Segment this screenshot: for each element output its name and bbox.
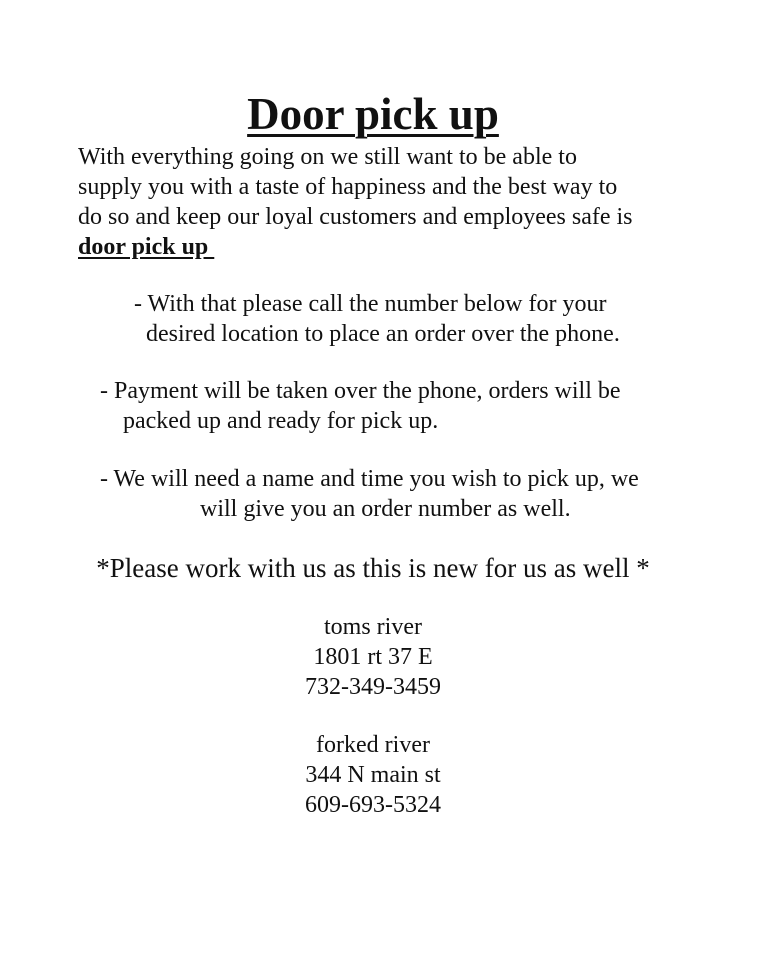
page-title: Door pick up (247, 89, 499, 139)
instruction-line: desired location to place an order over the phone. (146, 321, 620, 347)
location-name: toms river (324, 614, 422, 640)
instruction-line: packed up and ready for pick up. (123, 408, 439, 434)
instruction-line: - With that please call the number below for your (134, 291, 607, 317)
instruction-payment (100, 376, 621, 436)
location-forked-river (0, 730, 746, 820)
location-address: 1801 rt 37 E (313, 644, 433, 670)
location-name: forked river (316, 732, 430, 758)
door-pick-up-emphasis: door pick up (78, 234, 215, 260)
instruction-line: - We will need a name and time you wish to pick up, we (100, 466, 639, 492)
location-toms-river (0, 612, 746, 702)
instruction-line: - Payment will be taken over the phone, orders will be (100, 378, 621, 404)
location-address: 344 N main st (305, 762, 441, 788)
intro-line: With everything going on we still want to be able to (78, 144, 577, 170)
intro-line: do so and keep our loyal customers and employees safe is (78, 204, 633, 230)
intro-line: supply you with a taste of happiness and the best way to (78, 174, 618, 200)
intro-paragraph (78, 142, 678, 262)
instruction-line: will give you an order number as well. (200, 496, 571, 522)
location-phone: 732-349-3459 (305, 674, 441, 700)
location-phone: 609-693-5324 (305, 792, 441, 818)
instruction-call (134, 289, 620, 349)
patience-note: *Please work with us as this is new for us as well * (96, 553, 650, 583)
instruction-name-time (100, 464, 639, 524)
